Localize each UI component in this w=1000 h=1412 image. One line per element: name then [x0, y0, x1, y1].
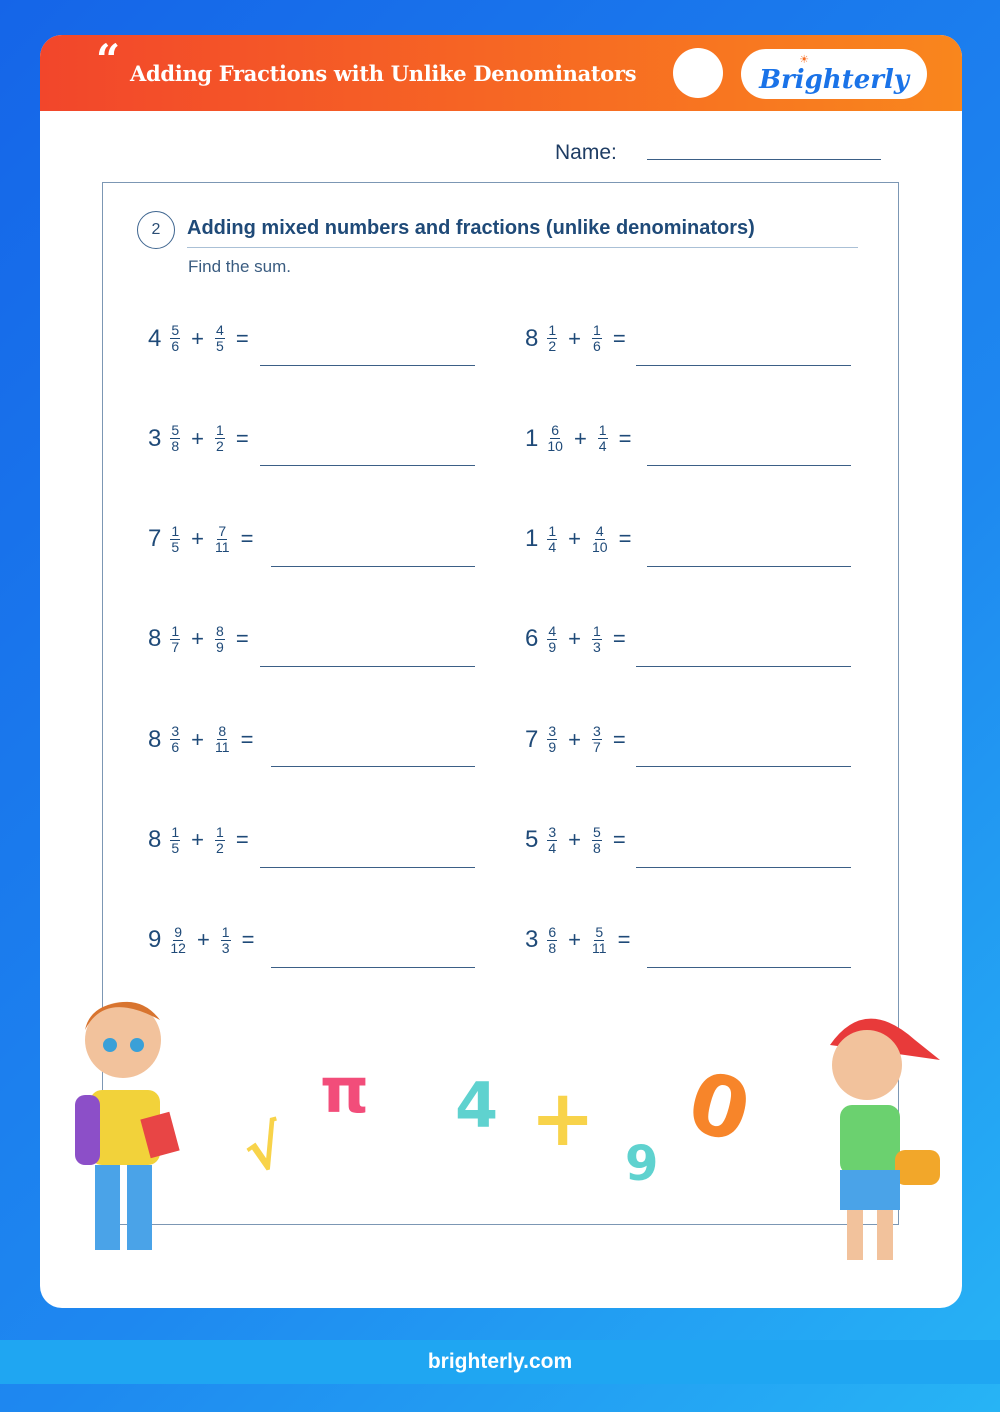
denominator: 5	[216, 338, 224, 354]
numerator: 3	[593, 723, 601, 740]
denominator: 11	[215, 538, 230, 555]
answer-field[interactable]	[647, 566, 851, 567]
worksheet-title: Adding Fractions with Unlike Denominators	[130, 61, 637, 86]
whole-number: 9	[148, 926, 162, 954]
whole-number: 3	[148, 424, 162, 452]
fraction	[215, 323, 225, 354]
numerator: 1	[216, 422, 224, 439]
numerator: 5	[171, 422, 180, 439]
fraction	[215, 825, 225, 856]
whole-number: 7	[525, 725, 539, 753]
fraction	[547, 624, 557, 655]
numerator: 6	[548, 923, 557, 940]
plus-sign: +	[191, 827, 205, 852]
fraction	[547, 825, 557, 856]
boy-with-cap-illustration	[805, 1000, 955, 1270]
denominator: 3	[593, 638, 601, 655]
fraction	[215, 624, 225, 655]
numerator: 3	[548, 823, 557, 840]
fraction	[170, 624, 180, 655]
answer-field[interactable]	[271, 566, 475, 567]
answer-field[interactable]	[271, 967, 475, 968]
fraction	[592, 724, 602, 755]
numerator: 1	[171, 622, 180, 639]
fraction	[547, 323, 557, 354]
numerator: 3	[171, 723, 180, 740]
numerator: 1	[548, 322, 557, 338]
equals-sign: =	[618, 526, 632, 552]
plus-sign: +	[568, 827, 582, 852]
equals-sign: =	[240, 526, 254, 552]
denominator: 10	[547, 438, 563, 455]
section-title: Adding mixed numbers and fractions (unlike denominators)	[187, 217, 755, 239]
problem-item	[525, 825, 634, 856]
instruction: Find the sum.	[188, 257, 291, 276]
numerator: 1	[593, 322, 601, 338]
answer-field[interactable]	[260, 867, 475, 868]
problem-item	[148, 624, 257, 655]
fraction	[170, 323, 180, 354]
numerator: 8	[218, 723, 227, 740]
fraction	[547, 524, 557, 555]
whole-number: 8	[525, 324, 539, 352]
numerator: 7	[218, 522, 227, 539]
denominator: 11	[215, 739, 230, 756]
denominator: 6	[171, 338, 180, 354]
equals-sign: =	[235, 827, 249, 852]
whole-number: 4	[148, 324, 162, 352]
fraction	[547, 423, 563, 454]
numerator: 6	[551, 422, 560, 439]
problem-item	[148, 423, 257, 454]
plus-sign: +	[191, 626, 205, 652]
equals-sign: =	[235, 425, 249, 451]
whole-number: 1	[525, 424, 539, 452]
answer-field[interactable]	[647, 967, 851, 968]
numerator: 1	[171, 522, 180, 539]
numerator: 4	[595, 522, 604, 539]
answer-field[interactable]	[647, 465, 851, 466]
divider	[187, 247, 858, 248]
denominator: 5	[171, 538, 180, 555]
problem-item	[525, 423, 639, 454]
denominator: 8	[171, 438, 180, 455]
denominator: 5	[171, 839, 180, 856]
equals-sign: =	[617, 927, 631, 953]
answer-field[interactable]	[260, 666, 475, 667]
section-number: 2	[137, 211, 175, 249]
problem-item	[525, 925, 638, 956]
whole-number: 7	[148, 525, 162, 553]
plus-sign: +	[191, 726, 205, 752]
equals-sign: =	[612, 325, 626, 351]
nine-symbol: 9	[625, 1136, 659, 1192]
problem-item	[525, 624, 634, 655]
equals-sign: =	[618, 425, 632, 451]
answer-field[interactable]	[271, 766, 475, 767]
numerator: 5	[171, 322, 180, 338]
denominator: 7	[171, 638, 180, 655]
sqrt-symbol: √	[236, 1111, 292, 1187]
fraction	[547, 724, 557, 755]
plus-sign: +	[568, 726, 582, 752]
denominator: 7	[593, 739, 601, 756]
plus-symbol: +	[530, 1074, 596, 1164]
header-circle	[673, 48, 723, 98]
whole-number: 3	[525, 926, 539, 954]
answer-field[interactable]	[636, 867, 851, 868]
numerator: 4	[548, 622, 557, 639]
fraction	[170, 724, 180, 755]
problem-item	[525, 323, 634, 354]
boy-with-book-illustration	[65, 990, 185, 1265]
fraction	[221, 925, 231, 956]
four-symbol: 4	[455, 1069, 499, 1142]
answer-field[interactable]	[636, 365, 851, 366]
numerator: 1	[548, 522, 557, 539]
quote-icon: “	[96, 35, 121, 84]
problem-item	[525, 524, 639, 555]
fraction	[170, 423, 180, 454]
fraction	[547, 925, 557, 956]
equals-sign: =	[612, 726, 626, 752]
logo-text: Brighterly	[759, 64, 909, 95]
numerator: 9	[174, 923, 183, 940]
zero-symbol: 0	[678, 1052, 761, 1162]
numerator: 1	[216, 823, 224, 840]
numerator: 1	[593, 622, 601, 639]
whole-number: 8	[148, 625, 162, 653]
plus-sign: +	[191, 526, 205, 552]
denominator: 2	[216, 839, 224, 856]
fraction	[592, 925, 607, 956]
plus-sign: +	[568, 626, 582, 652]
fraction	[170, 925, 186, 956]
fraction	[592, 323, 602, 354]
whole-number: 8	[148, 826, 162, 853]
answer-field[interactable]	[260, 465, 475, 466]
equals-sign: =	[235, 626, 249, 652]
fraction	[598, 423, 608, 454]
problem-item	[148, 925, 262, 956]
plus-sign: +	[568, 325, 582, 351]
answer-field[interactable]	[260, 365, 475, 366]
denominator: 4	[548, 839, 557, 856]
denominator: 9	[216, 638, 224, 655]
equals-sign: =	[612, 626, 626, 652]
equals-sign: =	[612, 827, 626, 852]
header-bar	[40, 35, 962, 111]
denominator: 9	[548, 739, 557, 756]
fraction	[592, 825, 602, 856]
answer-field[interactable]	[636, 666, 851, 667]
problem-item	[525, 724, 634, 755]
sun-icon: ☀	[799, 52, 809, 66]
problem-item	[148, 323, 257, 354]
whole-number: 6	[525, 625, 539, 653]
brighterly-logo[interactable]	[741, 49, 927, 99]
plus-sign: +	[573, 425, 587, 451]
footer-link[interactable]: brighterly.com	[0, 1340, 1000, 1384]
whole-number: 1	[525, 525, 539, 553]
denominator: 8	[593, 839, 601, 856]
fraction	[215, 724, 230, 755]
fraction	[592, 624, 602, 655]
plus-sign: +	[191, 425, 205, 451]
fraction	[170, 524, 180, 555]
plus-sign: +	[568, 526, 582, 552]
denominator: 9	[548, 638, 557, 655]
equals-sign: =	[241, 927, 255, 953]
whole-number: 5	[525, 826, 539, 853]
denominator: 10	[592, 538, 608, 555]
numerator: 1	[171, 823, 180, 840]
numerator: 3	[548, 723, 557, 740]
plus-sign: +	[191, 325, 205, 351]
numerator: 1	[221, 923, 230, 940]
answer-field[interactable]	[636, 766, 851, 767]
denominator: 6	[171, 739, 180, 756]
whole-number: 8	[148, 725, 162, 753]
fraction	[170, 825, 180, 856]
name-field[interactable]	[647, 159, 881, 160]
numerator: 1	[598, 422, 607, 439]
problem-item	[148, 524, 261, 555]
numerator: 5	[595, 923, 604, 940]
equals-sign: =	[240, 726, 254, 752]
plus-sign: +	[568, 927, 582, 953]
fraction	[592, 524, 608, 555]
problem-item	[148, 724, 261, 755]
numerator: 5	[593, 823, 601, 840]
fraction	[215, 524, 230, 555]
fraction	[215, 423, 225, 454]
numerator: 8	[216, 622, 224, 639]
denominator: 11	[592, 939, 607, 956]
problem-item	[148, 825, 257, 856]
equals-sign: =	[235, 325, 249, 351]
worksheet-card	[40, 35, 962, 1308]
denominator: 3	[221, 939, 230, 956]
denominator: 2	[216, 438, 224, 455]
name-label: Name:	[555, 141, 617, 164]
denominator: 4	[598, 438, 607, 455]
denominator: 8	[548, 939, 557, 956]
numerator: 4	[216, 322, 224, 338]
denominator: 12	[170, 939, 186, 956]
plus-sign: +	[196, 927, 210, 953]
denominator: 4	[548, 538, 557, 555]
denominator: 2	[548, 338, 557, 354]
denominator: 6	[593, 338, 601, 354]
pi-symbol: π	[320, 1054, 370, 1127]
